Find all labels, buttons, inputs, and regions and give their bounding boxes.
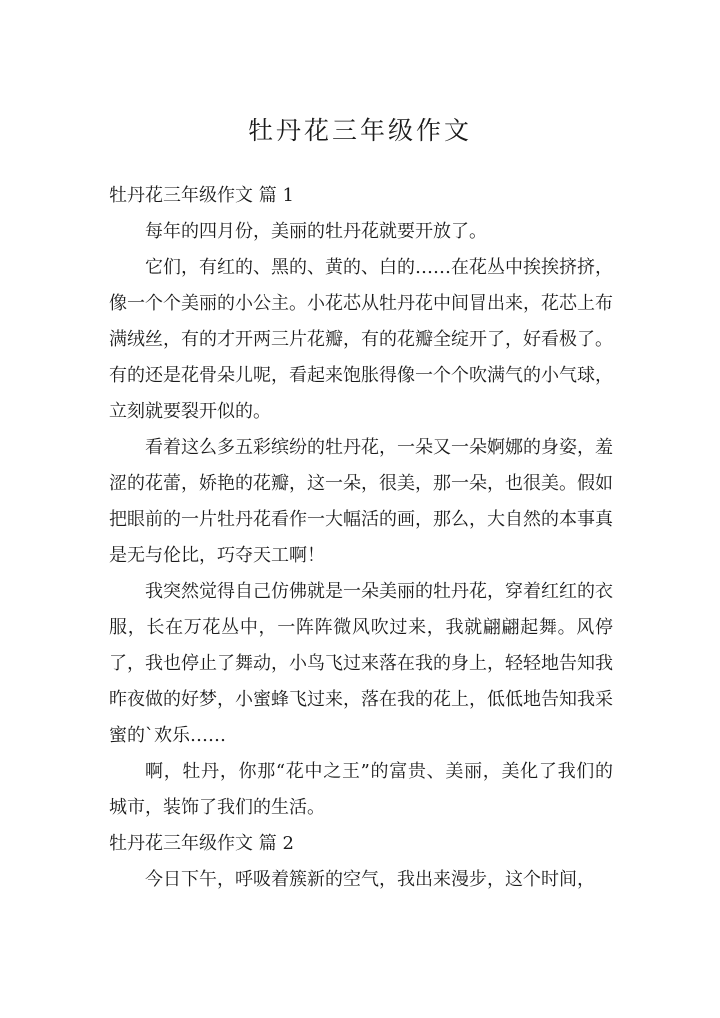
paragraph: 我突然觉得自己仿佛就是一朵美丽的牡丹花，穿着红红的衣服，长在万花丛中，一阵阵微风吹过来，我就翩翩起舞。风停了，我也停止了舞动，小鸟飞过来落在我的身上，轻轻地告知我昨夜做的好梦，小蜜蜂飞过来，落在我的花上，低低地告知我采蜜的`欢乐…… bbox=[109, 581, 613, 746]
document-title: 牡丹花三年级作文 bbox=[247, 116, 472, 145]
section-heading: 牡丹花三年级作文 篇 1 bbox=[109, 185, 294, 206]
paragraph: 看着这么多五彩缤纷的牡丹花，一朵又一朵婀娜的身姿，羞涩的花蕾，娇艳的花瓣，这一朵，很美，那一朵，也很美。假如把眼前的一片牡丹花看作一大幅活的画，那么，大自然的本事真是无与伦比，巧夺天工啊！ bbox=[109, 437, 613, 566]
paragraph: 啊，牡丹，你那“花中之王”的富贵、美丽，美化了我们的城市，装饰了我们的生活。 bbox=[109, 761, 613, 818]
section-heading: 牡丹花三年级作文 篇 2 bbox=[109, 833, 294, 854]
paragraph: 它们，有红的、黑的、黄的、白的……在花丛中挨挨挤挤，像一个个美丽的小公主。小花芯从牡丹花中间冒出来，花芯上布满绒丝，有的才开两三片花瓣，有的花瓣全绽开了，好看极了。有的还是花骨朵儿呢，看起来饱胀得像一个个吹满气的小气球，立刻就要裂开似的。 bbox=[109, 257, 613, 422]
paragraph: 每年的四月份，美丽的牡丹花就要开放了。 bbox=[145, 221, 487, 242]
paragraph: 今日下午，呼吸着簇新的空气，我出来漫步，这个时间， bbox=[145, 869, 595, 890]
document-body bbox=[109, 178, 613, 898]
